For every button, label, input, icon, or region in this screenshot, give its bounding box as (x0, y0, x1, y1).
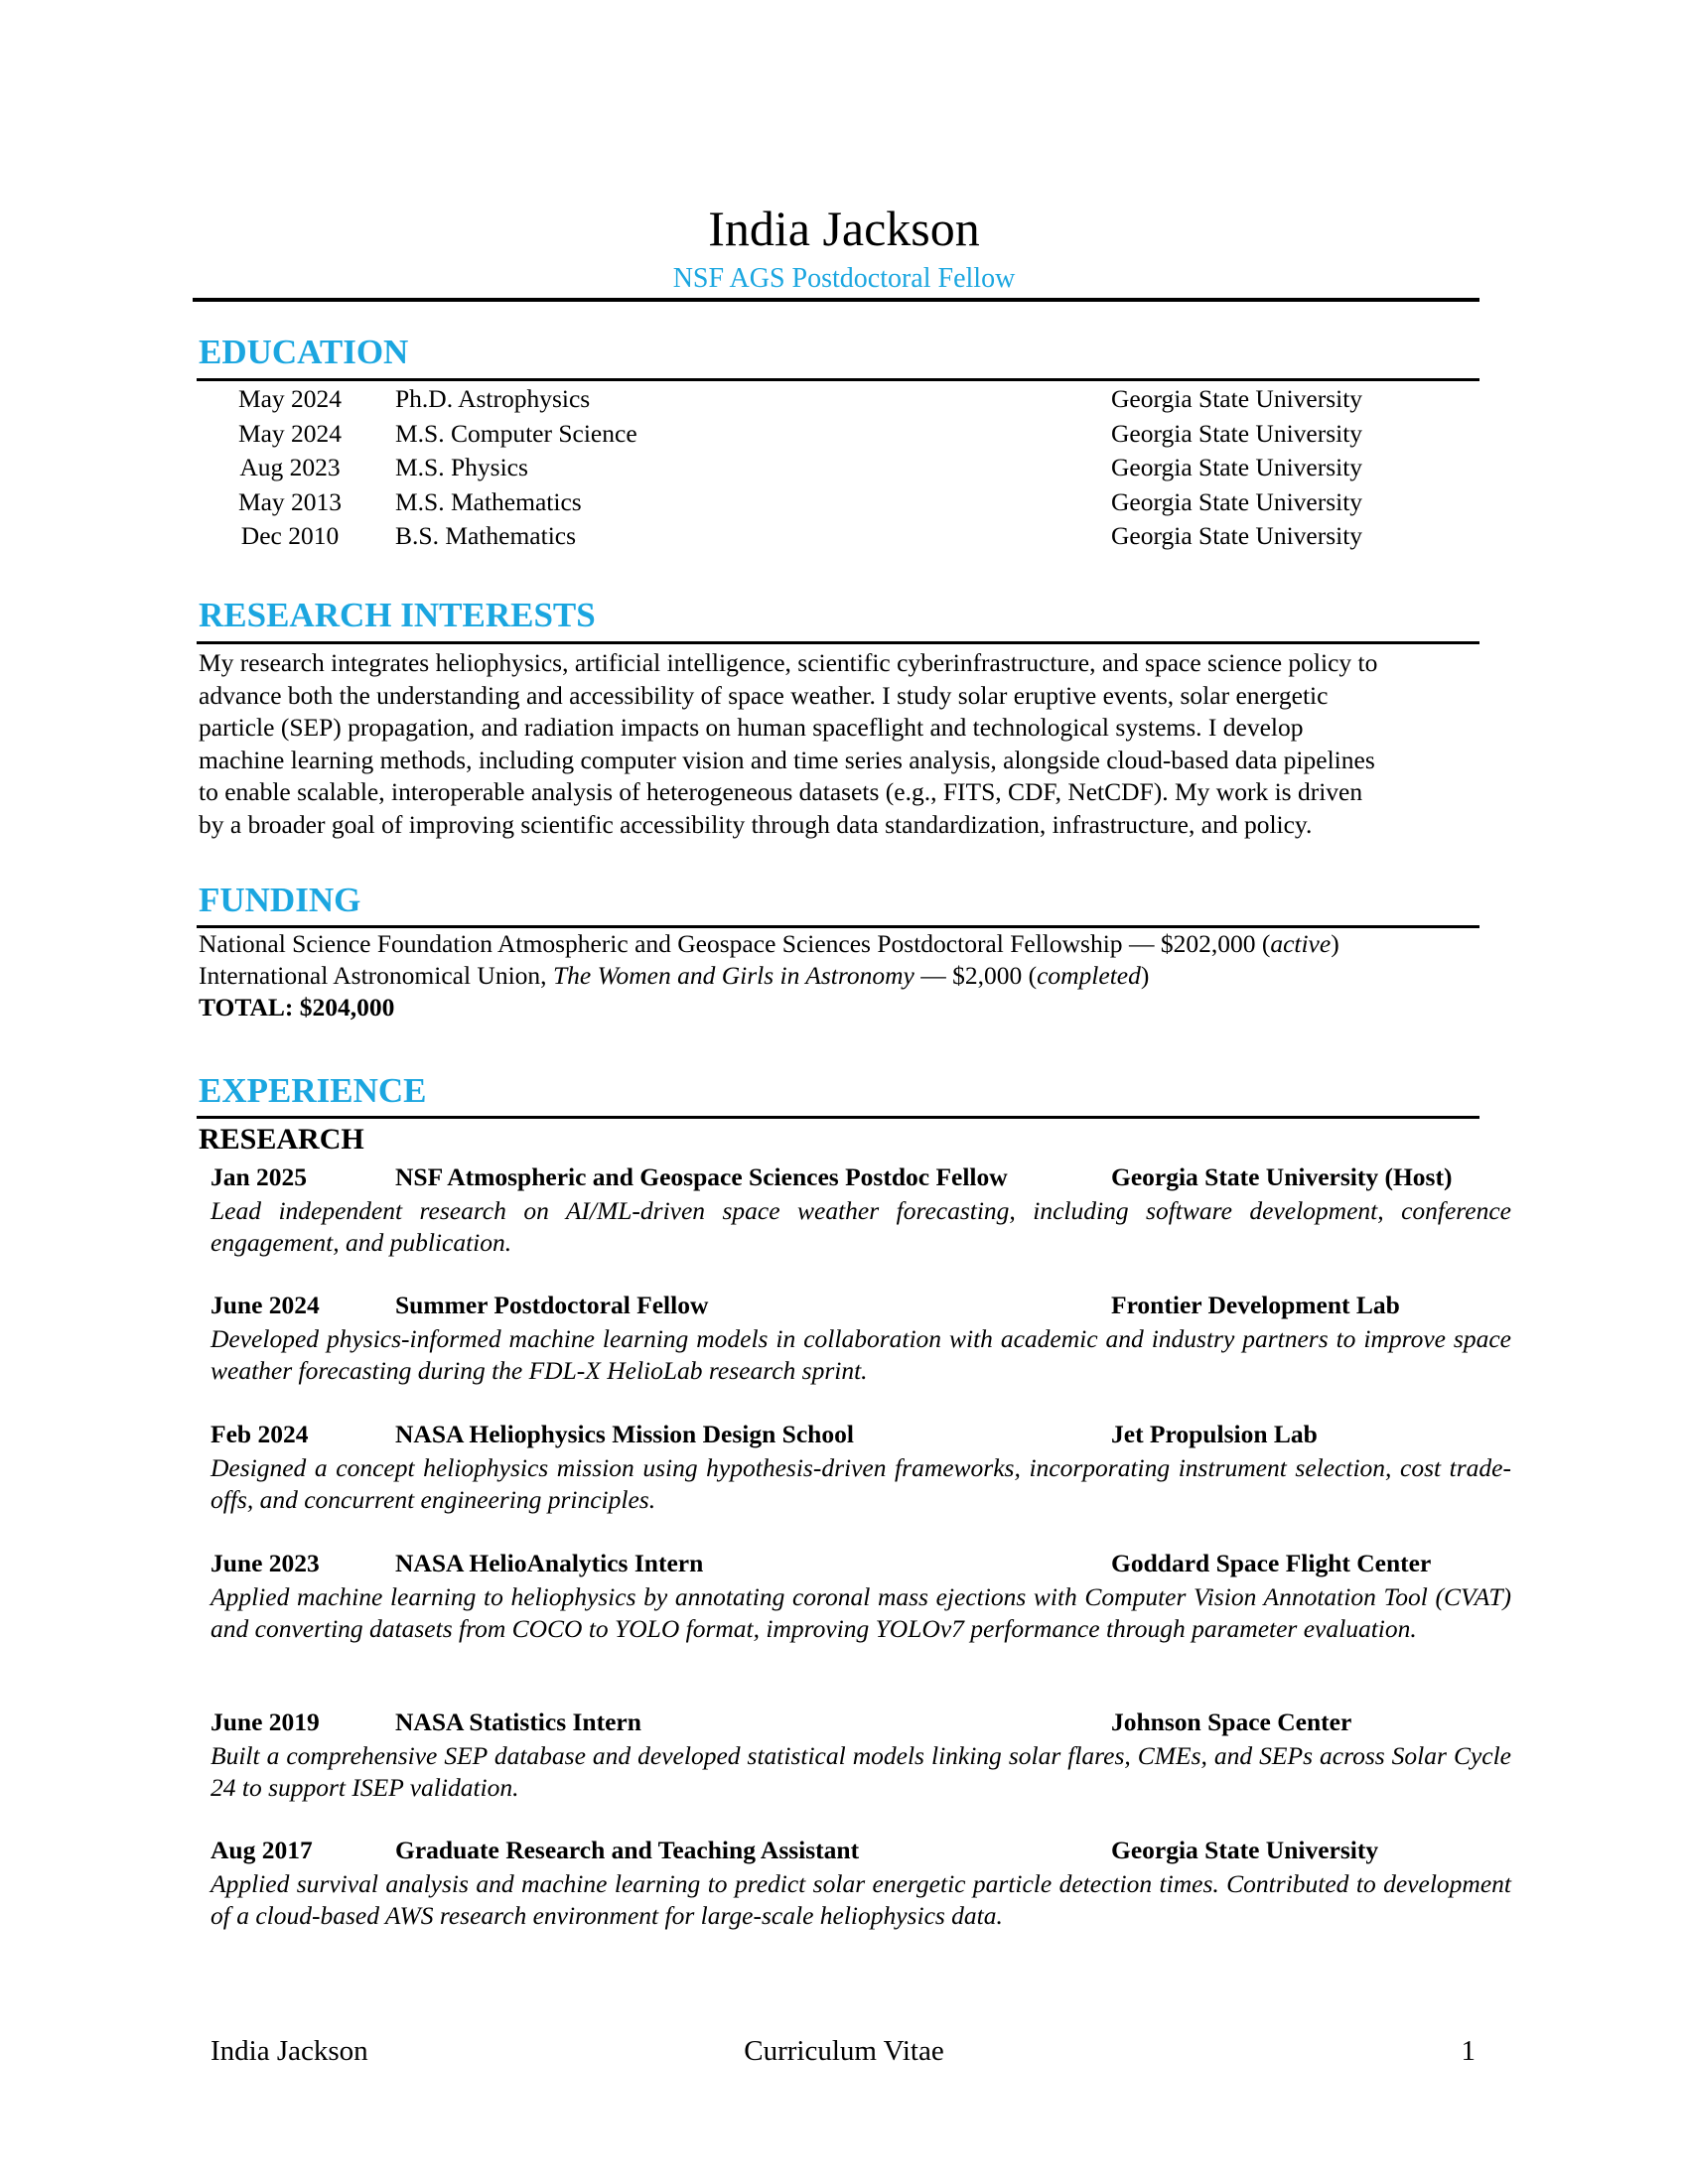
person-title: NSF AGS Postdoctoral Fellow (672, 263, 1016, 294)
education-degree: M.S. Mathematics (395, 486, 582, 516)
section-heading-education: EDUCATION (199, 333, 409, 371)
funding-item (199, 960, 1149, 992)
job-title: NASA HelioAnalytics Intern (395, 1549, 704, 1577)
job-date: Feb 2024 (211, 1420, 309, 1448)
funding-item (199, 928, 1339, 960)
job-title: NASA Heliophysics Mission Design School (395, 1420, 854, 1448)
experience-divider (197, 1116, 1479, 1119)
job-organization: Goddard Space Flight Center (1111, 1549, 1432, 1577)
funding-amount: — $2,000 ( (914, 961, 1038, 990)
funding-program: The Women and Girls in Astronomy (552, 961, 914, 990)
paragraph-line: My research integrates heliophysics, artificial intelligence, scientific cyberinfrastructure, and space science policy to (199, 648, 1378, 677)
education-date: Aug 2023 (239, 453, 341, 481)
research-interests-divider (197, 641, 1479, 644)
job-organization: Jet Propulsion Lab (1111, 1420, 1318, 1448)
funding-status: active (1270, 929, 1332, 958)
job-date: June 2023 (211, 1549, 320, 1577)
education-institution: Georgia State University (1111, 418, 1363, 448)
education-row (0, 417, 1688, 451)
job-title: Graduate Research and Teaching Assistant (395, 1836, 860, 1864)
education-date: May 2024 (237, 384, 343, 413)
header-divider (193, 298, 1479, 302)
job-description: Developed physics-informed machine learning models in collaboration with academic and industry partners to improve space weather forecasting during the FDL-X HelioLab research sprint. (211, 1324, 1511, 1386)
job-description: Applied survival analysis and machine learning to predict solar energetic particle detection times. Contributed to development of a cloud-based AWS research environment for large-scale heliophysics data. (211, 1869, 1511, 1931)
funding-total: TOTAL: $204,000 (199, 993, 395, 1022)
education-row (0, 382, 1688, 416)
footer-name: India Jackson (211, 2035, 368, 2067)
funding-source: International Astronomical Union, (199, 961, 553, 990)
paragraph-line: by a broader goal of improving scientific accessibility through data standardization, infrastructure, and policy. (199, 809, 1313, 839)
job-organization: Johnson Space Center (1111, 1707, 1352, 1736)
funding-suffix: ) (1140, 961, 1150, 990)
experience-subheading-research: RESEARCH (199, 1123, 364, 1156)
section-heading-research-interests: RESEARCH INTERESTS (199, 596, 596, 634)
job-date: June 2019 (211, 1707, 320, 1736)
education-row (0, 451, 1688, 484)
job-organization: Georgia State University (1111, 1836, 1379, 1864)
job-description: Lead independent research on AI/ML-driven space weather forecasting, including software development, conference engagement, and publication. (211, 1196, 1511, 1258)
job-title: NSF Atmospheric and Geospace Sciences Postdoc Fellow (395, 1162, 1008, 1191)
education-divider (197, 378, 1479, 381)
paragraph-line: machine learning methods, including computer vision and time series analysis, alongside cloud-based data pipelines (199, 745, 1375, 774)
education-date: Dec 2010 (240, 521, 340, 550)
paragraph-line: to enable scalable, interoperable analysis of heterogeneous datasets (e.g., FITS, CDF, NetCDF). My work is driven (199, 777, 1363, 807)
job-title: Summer Postdoctoral Fellow (395, 1291, 709, 1319)
job-organization: Georgia State University (Host) (1111, 1162, 1453, 1191)
education-row (0, 519, 1688, 553)
job-organization: Frontier Development Lab (1111, 1291, 1400, 1319)
section-heading-experience: EXPERIENCE (199, 1071, 427, 1110)
education-institution: Georgia State University (1111, 453, 1363, 481)
funding-source: National Science Foundation Atmospheric and Geospace Sciences Postdoctoral Fellowship (199, 929, 1123, 958)
job-date: Aug 2017 (211, 1836, 313, 1864)
footer-document-title: Curriculum Vitae (744, 2035, 944, 2067)
research-interests-paragraph (199, 647, 1489, 842)
footer-page-number: 1 (1461, 2035, 1476, 2067)
education-row (0, 485, 1688, 519)
education-degree: B.S. Mathematics (395, 521, 577, 550)
education-institution: Georgia State University (1111, 384, 1363, 413)
job-title: NASA Statistics Intern (395, 1707, 641, 1736)
education-date: May 2024 (237, 418, 343, 448)
education-degree: M.S. Computer Science (395, 418, 637, 448)
education-date: May 2013 (237, 486, 343, 516)
education-degree: M.S. Physics (395, 453, 528, 481)
section-heading-funding: FUNDING (199, 881, 361, 919)
education-degree: Ph.D. Astrophysics (395, 384, 591, 413)
education-institution: Georgia State University (1111, 521, 1363, 550)
funding-suffix: ) (1331, 929, 1339, 958)
paragraph-line: particle (SEP) propagation, and radiation impacts on human spaceflight and technological systems. I develop (199, 713, 1304, 743)
funding-amount: — $202,000 ( (1122, 929, 1271, 958)
job-date: Jan 2025 (211, 1162, 308, 1191)
job-date: June 2024 (211, 1291, 320, 1319)
person-name: India Jackson (708, 201, 980, 256)
paragraph-line: advance both the understanding and accessibility of space weather. I study solar eruptive events, solar energetic (199, 680, 1329, 710)
job-description: Applied machine learning to heliophysics by annotating coronal mass ejections with Computer Vision Annotation Tool (CVAT) and converting datasets from COCO to YOLO format, improving YOLOv7 performance through parameter evaluation. (211, 1582, 1511, 1644)
job-description: Designed a concept heliophysics mission using hypothesis-driven frameworks, incorporating instrument selection, cost trade-offs, and concurrent engineering principles. (211, 1453, 1511, 1515)
job-description: Built a comprehensive SEP database and developed statistical models linking solar flares, CMEs, and SEPs across Solar Cycle 24 to support ISEP validation. (211, 1741, 1511, 1803)
education-institution: Georgia State University (1111, 486, 1363, 516)
funding-status: completed (1037, 961, 1141, 990)
